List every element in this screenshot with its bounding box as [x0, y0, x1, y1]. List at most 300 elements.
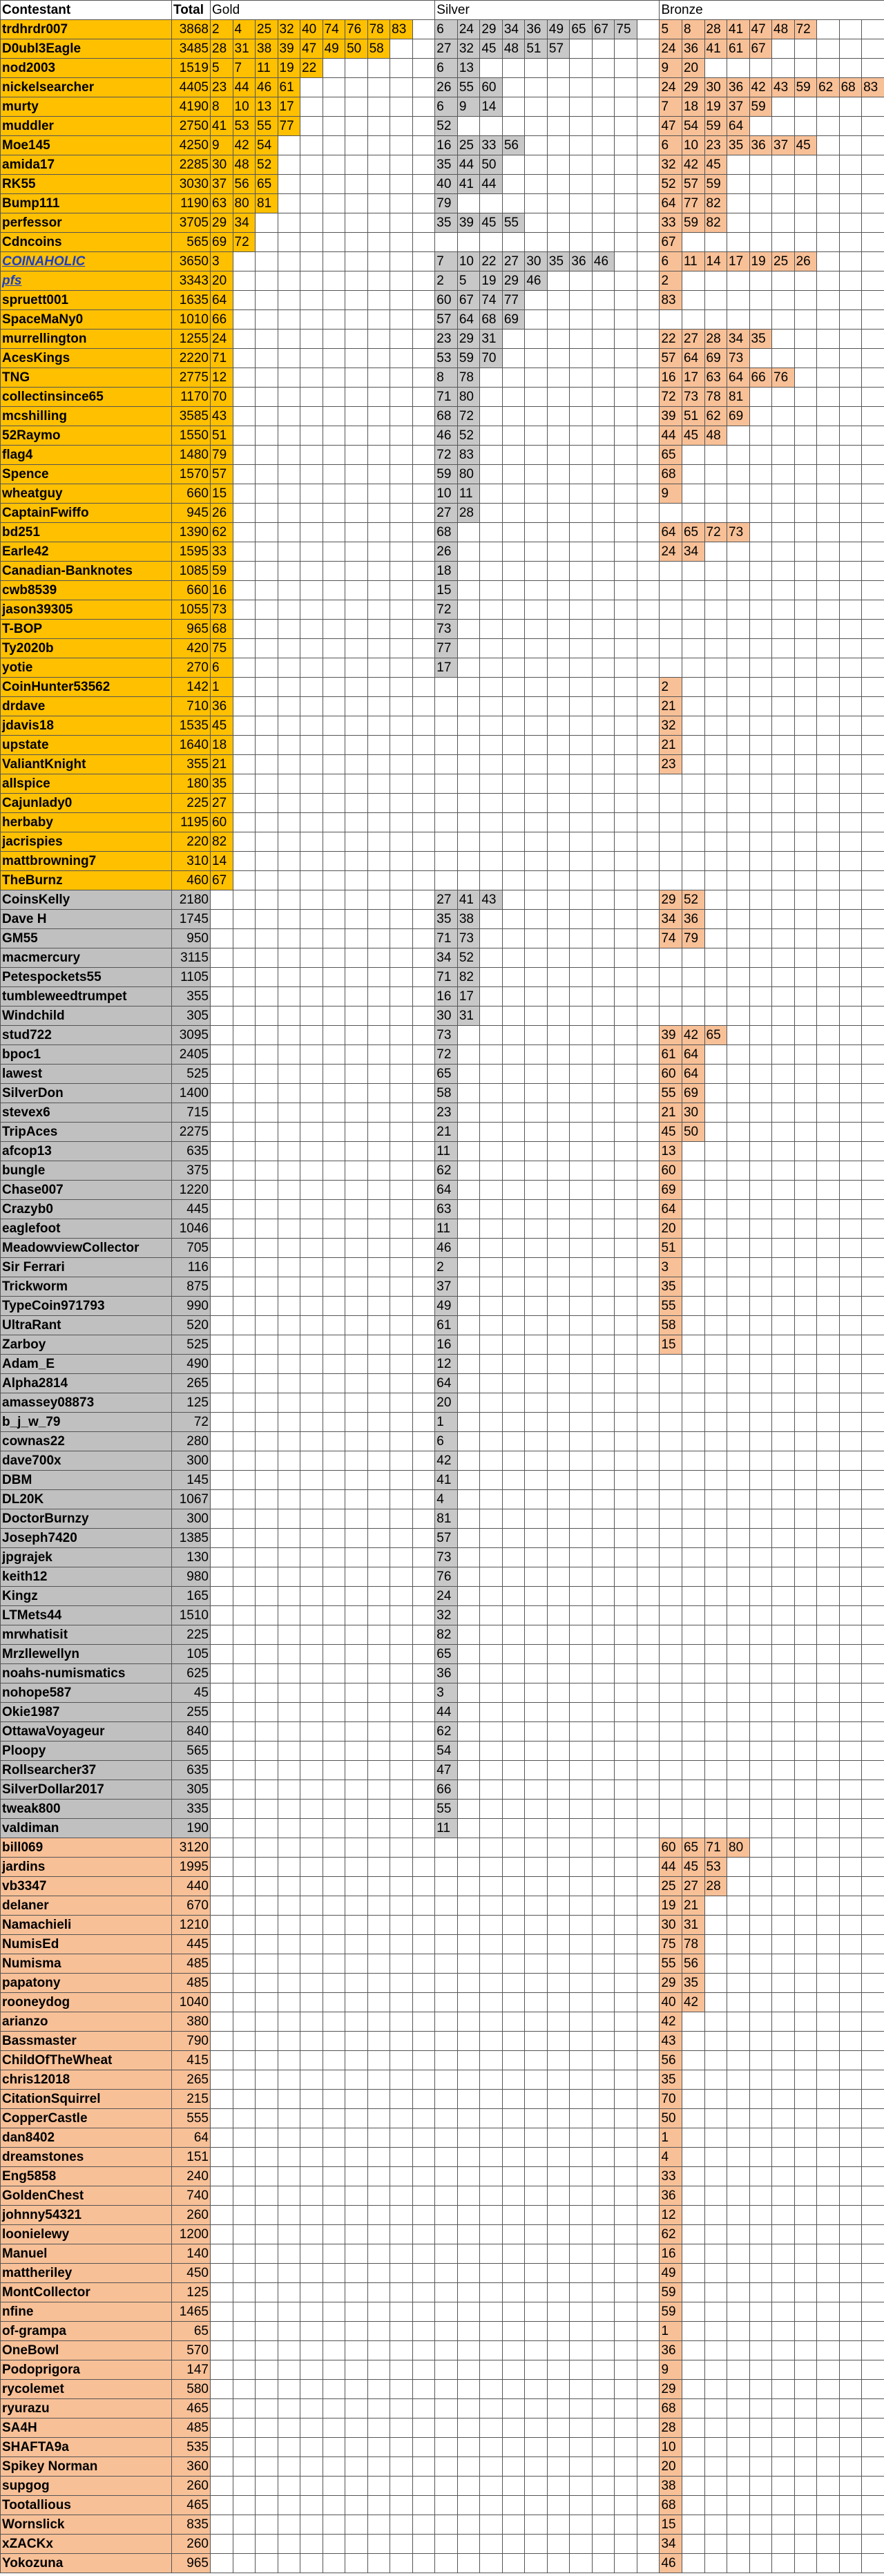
empty-cell	[615, 2302, 637, 2322]
empty-cell	[502, 774, 525, 794]
bronze-rank-cell: 44	[660, 1858, 682, 1877]
empty-cell	[570, 446, 593, 465]
empty-cell	[233, 1529, 256, 1548]
empty-cell	[704, 832, 727, 852]
bronze-rank-cell: 65	[704, 1026, 727, 1045]
silver-rank-cell: 80	[457, 465, 480, 484]
empty-cell	[794, 1393, 817, 1413]
empty-cell	[794, 1606, 817, 1625]
empty-cell	[525, 1181, 548, 1200]
empty-cell	[502, 1490, 525, 1509]
empty-cell	[367, 1703, 390, 1722]
empty-cell	[300, 852, 323, 871]
empty-cell	[817, 1065, 840, 1084]
empty-cell	[637, 1548, 660, 1567]
empty-cell	[367, 1374, 390, 1393]
empty-cell	[592, 1219, 615, 1239]
contestant-name[interactable]: pfs	[1, 271, 172, 291]
empty-cell	[727, 2418, 750, 2438]
empty-cell	[772, 2283, 795, 2302]
contestant-name: Trickworm	[1, 1277, 172, 1297]
empty-cell	[592, 484, 615, 504]
contestant-total: 635	[172, 1142, 211, 1161]
gold-rank-cell: 9	[211, 136, 233, 155]
table-row	[1, 2418, 884, 2438]
empty-cell	[749, 426, 772, 446]
empty-cell	[233, 1026, 256, 1045]
bronze-rank-cell: 19	[704, 97, 727, 117]
empty-cell	[615, 2515, 637, 2535]
contestant-total: 1480	[172, 446, 211, 465]
empty-cell	[256, 1838, 278, 1858]
empty-cell	[772, 330, 795, 349]
silver-rank-cell: 35	[435, 155, 458, 175]
empty-cell	[704, 1335, 727, 1355]
empty-cell	[637, 1316, 660, 1335]
empty-cell	[862, 987, 884, 1006]
empty-cell	[367, 755, 390, 774]
empty-cell	[570, 2148, 593, 2167]
empty-cell	[727, 2477, 750, 2496]
empty-cell	[502, 1123, 525, 1142]
empty-cell	[592, 117, 615, 136]
bronze-rank-cell: 45	[682, 426, 704, 446]
empty-cell	[794, 2032, 817, 2051]
contestant-name: valdiman	[1, 1819, 172, 1838]
table-row	[1, 948, 884, 968]
silver-rank-cell: 72	[457, 407, 480, 426]
empty-cell	[772, 716, 795, 736]
empty-cell	[615, 2206, 637, 2225]
empty-cell	[345, 1297, 368, 1316]
empty-cell	[637, 832, 660, 852]
empty-cell	[839, 639, 862, 658]
empty-cell	[592, 658, 615, 678]
empty-cell	[345, 1277, 368, 1297]
empty-cell	[862, 1645, 884, 1664]
empty-cell	[817, 1838, 840, 1858]
empty-cell	[480, 929, 503, 948]
table-row	[1, 504, 884, 523]
empty-cell	[233, 600, 256, 620]
empty-cell	[862, 1974, 884, 1993]
empty-cell	[772, 987, 795, 1006]
empty-cell	[211, 1548, 233, 1567]
empty-cell	[637, 774, 660, 794]
empty-cell	[839, 1838, 862, 1858]
empty-cell	[233, 1316, 256, 1335]
empty-cell	[547, 2032, 570, 2051]
empty-cell	[345, 1316, 368, 1335]
empty-cell	[390, 639, 413, 658]
contestant-name[interactable]: COINAHOLIC	[1, 252, 172, 271]
empty-cell	[211, 1181, 233, 1200]
empty-cell	[637, 1297, 660, 1316]
empty-cell	[502, 97, 525, 117]
empty-cell	[570, 1006, 593, 1026]
empty-cell	[570, 620, 593, 639]
empty-cell	[592, 2186, 615, 2206]
contestant-total: 300	[172, 1509, 211, 1529]
empty-cell	[592, 1683, 615, 1703]
empty-cell	[704, 1123, 727, 1142]
empty-cell	[278, 2438, 300, 2457]
empty-cell	[300, 2399, 323, 2418]
empty-cell	[682, 310, 704, 330]
empty-cell	[345, 2051, 368, 2070]
empty-cell	[817, 1819, 840, 1838]
empty-cell	[278, 1954, 300, 1974]
empty-cell	[367, 2380, 390, 2399]
contestant-total: 2220	[172, 349, 211, 368]
bronze-rank-cell: 25	[660, 1877, 682, 1896]
empty-cell	[615, 929, 637, 948]
empty-cell	[480, 2515, 503, 2535]
empty-cell	[817, 407, 840, 426]
empty-cell	[727, 968, 750, 987]
empty-cell	[300, 1954, 323, 1974]
empty-cell	[862, 678, 884, 697]
empty-cell	[592, 2477, 615, 2496]
table-row	[1, 426, 884, 446]
empty-cell	[390, 697, 413, 716]
empty-cell	[480, 426, 503, 446]
empty-cell	[233, 1161, 256, 1181]
empty-cell	[615, 446, 637, 465]
bronze-rank-cell: 10	[660, 2438, 682, 2457]
gold-rank-cell: 73	[211, 600, 233, 620]
empty-cell	[547, 1742, 570, 1761]
empty-cell	[839, 2090, 862, 2109]
empty-cell	[749, 2322, 772, 2341]
bronze-rank-cell: 65	[682, 1838, 704, 1858]
empty-cell	[862, 1838, 884, 1858]
empty-cell	[502, 2438, 525, 2457]
empty-cell	[615, 1916, 637, 1935]
empty-cell	[862, 2341, 884, 2360]
empty-cell	[749, 1954, 772, 1974]
empty-cell	[862, 1896, 884, 1916]
empty-cell	[233, 1277, 256, 1297]
empty-cell	[862, 446, 884, 465]
silver-rank-cell: 51	[525, 39, 548, 59]
empty-cell	[256, 1065, 278, 1084]
empty-cell	[592, 2090, 615, 2109]
empty-cell	[457, 1703, 480, 1722]
empty-cell	[794, 1161, 817, 1181]
empty-cell	[727, 1006, 750, 1026]
empty-cell	[749, 523, 772, 542]
empty-cell	[233, 1413, 256, 1432]
empty-cell	[615, 1548, 637, 1567]
empty-cell	[592, 446, 615, 465]
empty-cell	[525, 291, 548, 310]
empty-cell	[570, 1819, 593, 1838]
empty-cell	[817, 1045, 840, 1065]
empty-cell	[547, 1026, 570, 1045]
empty-cell	[817, 1645, 840, 1664]
empty-cell	[862, 639, 884, 658]
empty-cell	[615, 1316, 637, 1335]
empty-cell	[592, 2360, 615, 2380]
empty-cell	[592, 1935, 615, 1954]
empty-cell	[794, 1200, 817, 1219]
empty-cell	[570, 794, 593, 813]
empty-cell	[839, 2438, 862, 2457]
empty-cell	[839, 1606, 862, 1625]
empty-cell	[390, 1838, 413, 1858]
empty-cell	[862, 1935, 884, 1954]
empty-cell	[345, 1471, 368, 1490]
empty-cell	[794, 1548, 817, 1567]
empty-cell	[367, 639, 390, 658]
empty-cell	[278, 2225, 300, 2244]
empty-cell	[300, 2264, 323, 2283]
empty-cell	[749, 1722, 772, 1742]
empty-cell	[345, 1509, 368, 1529]
empty-cell	[211, 1316, 233, 1335]
empty-cell	[592, 388, 615, 407]
contestant-total: 875	[172, 1277, 211, 1297]
empty-cell	[435, 871, 458, 890]
empty-cell	[615, 213, 637, 233]
table-row	[1, 2051, 884, 2070]
empty-cell	[323, 2186, 345, 2206]
empty-cell	[390, 1355, 413, 1374]
empty-cell	[278, 1664, 300, 1683]
empty-cell	[525, 2186, 548, 2206]
empty-cell	[412, 484, 435, 504]
empty-cell	[502, 78, 525, 97]
empty-cell	[480, 1606, 503, 1625]
empty-cell	[592, 1335, 615, 1355]
contestant-name: dreamstones	[1, 2148, 172, 2167]
empty-cell	[660, 832, 682, 852]
bronze-rank-cell: 33	[660, 213, 682, 233]
contestant-name: cwb8539	[1, 581, 172, 600]
empty-cell	[839, 504, 862, 523]
empty-cell	[323, 2225, 345, 2244]
empty-cell	[502, 1084, 525, 1103]
empty-cell	[817, 2225, 840, 2244]
empty-cell	[727, 2244, 750, 2264]
empty-cell	[525, 794, 548, 813]
gold-rank-cell: 22	[300, 59, 323, 78]
empty-cell	[749, 639, 772, 658]
silver-rank-cell: 9	[457, 97, 480, 117]
empty-cell	[256, 716, 278, 736]
empty-cell	[794, 2109, 817, 2128]
empty-cell	[256, 1258, 278, 1277]
empty-cell	[300, 2283, 323, 2302]
empty-cell	[592, 1103, 615, 1123]
empty-cell	[772, 484, 795, 504]
empty-cell	[862, 968, 884, 987]
empty-cell	[480, 1954, 503, 1974]
empty-cell	[480, 523, 503, 542]
empty-cell	[862, 600, 884, 620]
empty-cell	[367, 2438, 390, 2457]
empty-cell	[704, 2090, 727, 2109]
empty-cell	[817, 678, 840, 697]
empty-cell	[749, 2515, 772, 2535]
empty-cell	[547, 2244, 570, 2264]
empty-cell	[367, 2244, 390, 2264]
contestant-name: nod2003	[1, 59, 172, 78]
table-row	[1, 2283, 884, 2302]
empty-cell	[727, 1993, 750, 2012]
empty-cell	[727, 1316, 750, 1335]
bronze-rank-cell: 28	[704, 1877, 727, 1896]
silver-rank-cell: 19	[480, 271, 503, 291]
empty-cell	[300, 2477, 323, 2496]
empty-cell	[502, 678, 525, 697]
empty-cell	[704, 1219, 727, 1239]
empty-cell	[570, 117, 593, 136]
empty-cell	[727, 1374, 750, 1393]
gold-rank-cell: 6	[211, 658, 233, 678]
table-row	[1, 2128, 884, 2148]
empty-cell	[345, 175, 368, 194]
empty-cell	[772, 1858, 795, 1877]
empty-cell	[300, 1335, 323, 1355]
empty-cell	[211, 1509, 233, 1529]
gold-rank-cell: 20	[211, 271, 233, 291]
empty-cell	[592, 349, 615, 368]
empty-cell	[839, 2399, 862, 2418]
empty-cell	[592, 2109, 615, 2128]
empty-cell	[727, 794, 750, 813]
empty-cell	[839, 426, 862, 446]
silver-rank-cell: 73	[457, 929, 480, 948]
empty-cell	[862, 523, 884, 542]
empty-cell	[233, 890, 256, 910]
gold-rank-cell: 35	[211, 774, 233, 794]
table-row	[1, 2380, 884, 2399]
bronze-rank-cell: 76	[772, 368, 795, 388]
gold-rank-cell: 79	[211, 446, 233, 465]
empty-cell	[256, 1935, 278, 1954]
empty-cell	[615, 968, 637, 987]
empty-cell	[256, 1567, 278, 1587]
empty-cell	[256, 1355, 278, 1374]
empty-cell	[300, 2457, 323, 2477]
silver-rank-cell: 23	[435, 330, 458, 349]
empty-cell	[233, 465, 256, 484]
empty-cell	[256, 948, 278, 968]
empty-cell	[682, 1432, 704, 1451]
empty-cell	[480, 968, 503, 987]
gold-rank-cell: 2	[211, 20, 233, 39]
empty-cell	[480, 948, 503, 968]
empty-cell	[502, 968, 525, 987]
empty-cell	[502, 910, 525, 929]
empty-cell	[615, 368, 637, 388]
empty-cell	[256, 1335, 278, 1355]
empty-cell	[390, 929, 413, 948]
empty-cell	[502, 368, 525, 388]
empty-cell	[480, 2264, 503, 2283]
empty-cell	[772, 1084, 795, 1103]
empty-cell	[256, 2090, 278, 2109]
empty-cell	[794, 2090, 817, 2109]
gold-rank-cell: 24	[211, 330, 233, 349]
empty-cell	[278, 968, 300, 987]
empty-cell	[525, 1161, 548, 1181]
empty-cell	[390, 1780, 413, 1800]
empty-cell	[794, 2167, 817, 2186]
empty-cell	[412, 1200, 435, 1219]
empty-cell	[211, 1974, 233, 1993]
empty-cell	[278, 1161, 300, 1181]
contestant-total: 225	[172, 794, 211, 813]
empty-cell	[772, 1161, 795, 1181]
empty-cell	[480, 59, 503, 78]
empty-cell	[525, 910, 548, 929]
empty-cell	[367, 1819, 390, 1838]
empty-cell	[772, 871, 795, 890]
empty-cell	[256, 1432, 278, 1451]
empty-cell	[817, 504, 840, 523]
bronze-rank-cell: 72	[704, 523, 727, 542]
empty-cell	[794, 407, 817, 426]
contestant-total: 715	[172, 1103, 211, 1123]
empty-cell	[525, 1123, 548, 1142]
empty-cell	[367, 2012, 390, 2032]
empty-cell	[457, 2535, 480, 2554]
empty-cell	[502, 852, 525, 871]
empty-cell	[547, 117, 570, 136]
empty-cell	[570, 716, 593, 736]
empty-cell	[412, 252, 435, 271]
contestant-total: 535	[172, 2438, 211, 2457]
empty-cell	[570, 871, 593, 890]
bronze-rank-cell: 43	[772, 78, 795, 97]
empty-cell	[502, 658, 525, 678]
empty-cell	[412, 1916, 435, 1935]
table-row	[1, 1993, 884, 2012]
contestant-name: Wornslick	[1, 2515, 172, 2535]
empty-cell	[480, 1664, 503, 1683]
empty-cell	[749, 948, 772, 968]
table-row	[1, 2457, 884, 2477]
empty-cell	[862, 407, 884, 426]
empty-cell	[457, 2302, 480, 2322]
empty-cell	[727, 2283, 750, 2302]
empty-cell	[862, 175, 884, 194]
empty-cell	[817, 1935, 840, 1954]
empty-cell	[839, 1219, 862, 1239]
gold-rank-cell: 49	[323, 39, 345, 59]
empty-cell	[211, 1761, 233, 1780]
empty-cell	[367, 1277, 390, 1297]
contestant-name: Bassmaster	[1, 2032, 172, 2051]
empty-cell	[233, 1045, 256, 1065]
empty-cell	[525, 1200, 548, 1219]
table-row	[1, 39, 884, 59]
empty-cell	[704, 1916, 727, 1935]
table-row	[1, 968, 884, 987]
empty-cell	[256, 504, 278, 523]
empty-cell	[390, 600, 413, 620]
empty-cell	[794, 523, 817, 542]
empty-cell	[749, 1316, 772, 1335]
empty-cell	[704, 1161, 727, 1181]
empty-cell	[749, 1142, 772, 1161]
empty-cell	[570, 484, 593, 504]
contestant-total: 260	[172, 2477, 211, 2496]
contestant-total: 445	[172, 1935, 211, 1954]
